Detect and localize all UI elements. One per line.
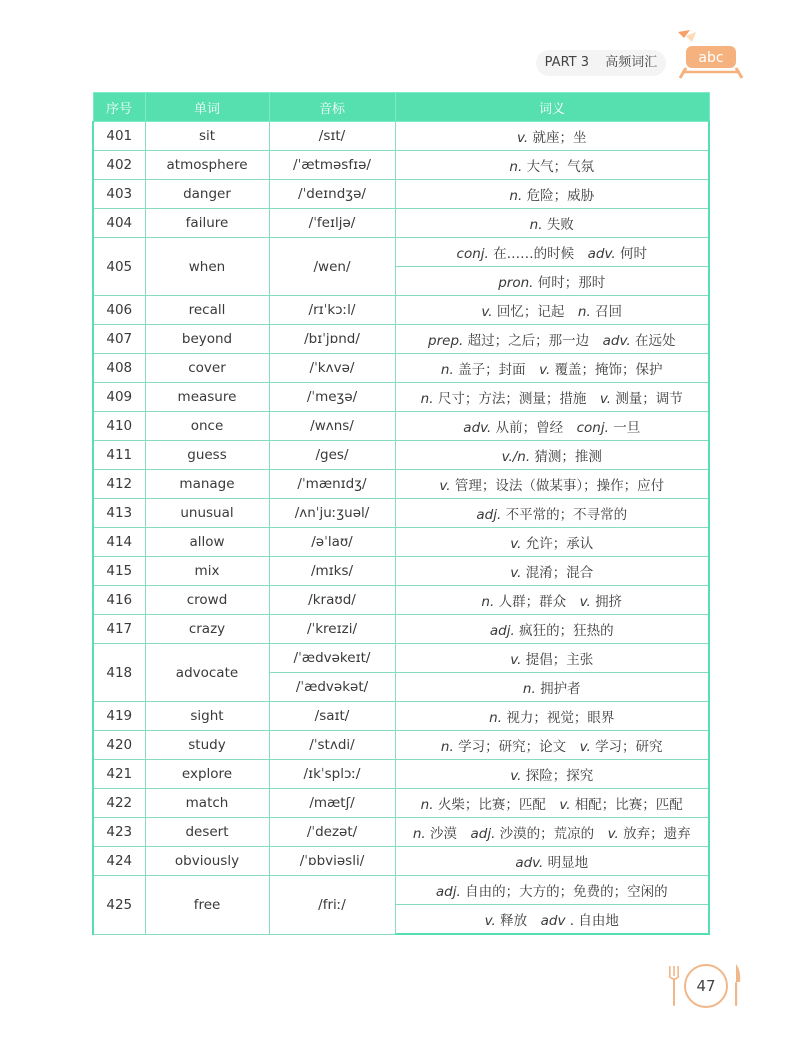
row-number: 412 [93,470,145,499]
word-cell: failure [145,209,269,238]
meaning-cell [395,731,709,760]
table-row [93,615,709,644]
row-number: 407 [93,325,145,354]
table-row [93,760,709,789]
meaning-cell [395,122,709,151]
page-number: 47 [684,964,728,1008]
word-cell: danger [145,180,269,209]
phonetic-cell: /ˈdeɪndʒə/ [269,180,395,209]
meaning-cell [395,673,709,702]
meaning-text: 失败 [546,217,574,233]
meaning-text: 释放 [500,913,528,929]
phonetic-cell: /friː/ [269,876,395,935]
row-number: 417 [93,615,145,644]
row-number: 421 [93,760,145,789]
meaning-text: 火柴；比赛；匹配 [437,797,546,813]
part-of-speech: v. [481,304,493,320]
phonetic-cell: /ɪkˈsplɔː/ [269,760,395,789]
section-header [536,50,666,76]
part-of-speech: prep. [428,333,464,349]
meaning-cell [395,644,709,673]
meaning-cell [395,470,709,499]
meaning-text: 沙漠 [429,826,457,842]
part-of-speech: n. [489,710,503,726]
meaning-cell [395,499,709,528]
word-cell: advocate [145,644,269,702]
meaning-text: 沙漠的；荒凉的 [499,826,595,842]
row-number: 416 [93,586,145,615]
table-row [93,383,709,412]
meaning-text: 允许；承认 [525,536,594,552]
part-of-speech: n. [440,739,454,755]
table-row [93,412,709,441]
meaning-text: 明显地 [547,855,589,871]
meaning-text: 放弃；遗弃 [623,826,691,842]
meaning-text: 在远处 [634,333,676,349]
meaning-text: 一旦 [613,420,641,436]
meaning-text: 学习；研究 [595,739,663,755]
part-of-speech: n. [529,217,543,233]
phonetic-cell: /ges/ [269,441,395,470]
part-of-speech: v. [510,768,522,784]
part-of-speech: v. [510,652,522,668]
abc-logo-icon [672,28,746,80]
meaning-text: 提倡；主张 [525,652,594,668]
phonetic-cell: /ˈædvəkeɪt/ [269,644,395,673]
word-cell: crowd [145,586,269,615]
part-of-speech: v. [579,739,591,755]
meaning-cell [395,209,709,238]
table-row [93,441,709,470]
part-of-speech: v. [539,362,551,378]
part-of-speech: n. [412,826,426,842]
table-row [93,499,709,528]
word-cell: desert [145,818,269,847]
word-cell: sit [145,122,269,151]
part-of-speech: adv. [515,855,544,871]
meaning-cell [395,760,709,789]
meaning-cell [395,789,709,818]
word-cell: measure [145,383,269,412]
part-of-speech: adj. [435,884,461,900]
row-number: 403 [93,180,145,209]
table-row [93,586,709,615]
part-of-speech: v. [510,536,522,552]
header-word: 单词 [145,93,269,122]
table-row [93,238,709,267]
part-of-speech: adv. [602,333,631,349]
word-cell: sight [145,702,269,731]
part-of-speech: v. [559,797,571,813]
word-cell: guess [145,441,269,470]
table-row [93,470,709,499]
table-row [93,325,709,354]
meaning-cell [395,702,709,731]
knife-icon [730,964,742,1006]
phonetic-cell: /ˈɒbviəsli/ [269,847,395,876]
meaning-cell [395,528,709,557]
part-of-speech: adv [540,913,566,929]
table-row [93,876,709,905]
part-of-speech: n. [440,362,454,378]
meaning-text: 拥护者 [540,681,581,697]
phonetic-cell: /mætʃ/ [269,789,395,818]
word-cell: study [145,731,269,760]
row-number: 423 [93,818,145,847]
table-row [93,847,709,876]
phonetic-cell: /ˈætməsfɪə/ [269,151,395,180]
phonetic-cell: /ˈkreɪzi/ [269,615,395,644]
phonetic-cell: /ˈstʌdi/ [269,731,395,760]
table-row [93,731,709,760]
table-row [93,180,709,209]
table-row [93,818,709,847]
meaning-text: 不平常的；不寻常的 [505,507,628,523]
row-number: 405 [93,238,145,296]
meaning-cell [395,615,709,644]
row-number: 408 [93,354,145,383]
part-label: PART 3 [544,55,590,70]
meaning-text: 相配；比赛；匹配 [574,797,683,813]
row-number: 422 [93,789,145,818]
phonetic-cell: /ˈdezət/ [269,818,395,847]
row-number: 418 [93,644,145,702]
row-number: 415 [93,557,145,586]
phonetic-cell: /ˈmænɪdʒ/ [269,470,395,499]
phonetic-cell: /əˈlaʊ/ [269,528,395,557]
word-cell: free [145,876,269,935]
phonetic-cell: /mɪks/ [269,557,395,586]
part-of-speech: v. [607,826,619,842]
meaning-text: 何时；那时 [537,275,606,291]
word-cell: atmosphere [145,151,269,180]
meaning-text: 回忆；记起 [496,304,565,320]
table-row [93,209,709,238]
row-number: 411 [93,441,145,470]
row-number: 402 [93,151,145,180]
table-row [93,557,709,586]
meaning-cell [395,296,709,325]
meaning-text: 自由的；大方的；免费的；空闲的 [465,884,668,900]
part-of-speech: v. [599,391,612,407]
word-cell: mix [145,557,269,586]
part-of-speech: adv. [463,420,492,436]
part-of-speech: v. [517,130,529,146]
meaning-text: 盖子；封面 [458,362,526,378]
phonetic-cell: /ˈmeʒə/ [269,383,395,412]
phonetic-cell: /ˈfeɪljə/ [269,209,395,238]
phonetic-cell: /ˈædvəkət/ [269,673,395,702]
part-of-speech: n. [481,594,495,610]
meaning-text: 拥挤 [595,594,623,610]
part-of-speech: conj. [456,246,489,262]
part-of-speech: n. [420,797,434,813]
fork-icon [668,966,680,1006]
phonetic-cell: /wʌns/ [269,412,395,441]
part-of-speech: v./n. [501,449,531,465]
meaning-text: 大气；气氛 [526,159,595,175]
meaning-cell [395,586,709,615]
meaning-text: 从前；曾经 [495,420,564,436]
header-meaning: 词义 [395,93,709,122]
meaning-text: 学习；研究；论文 [458,739,567,755]
meaning-text: 视力；视觉；眼界 [506,710,615,726]
meaning-cell [395,876,709,905]
table-row [93,528,709,557]
section-title: 高频词汇 [605,55,658,70]
part-of-speech: n. [509,159,523,175]
meaning-text: 就座；坐 [532,130,587,146]
meaning-cell [395,267,709,296]
phonetic-cell: /wen/ [269,238,395,296]
phonetic-cell: /bɪˈjɒnd/ [269,325,395,354]
word-cell: unusual [145,499,269,528]
table-row [93,296,709,325]
part-of-speech: n. [577,304,591,320]
row-number: 413 [93,499,145,528]
meaning-text: 危险；威胁 [526,188,595,204]
meaning-cell [395,238,709,267]
part-of-speech: v. [510,565,522,581]
row-number: 419 [93,702,145,731]
header-number: 序号 [93,93,145,122]
part-of-speech: v. [484,913,496,929]
part-of-speech: adv. [587,246,616,262]
meaning-cell [395,383,709,412]
word-cell: recall [145,296,269,325]
row-number: 424 [93,847,145,876]
row-number: 425 [93,876,145,935]
part-of-speech: n. [420,391,434,407]
row-number: 410 [93,412,145,441]
phonetic-cell: /kraʊd/ [269,586,395,615]
meaning-text: 测量；调节 [615,391,683,407]
row-number: 404 [93,209,145,238]
word-cell: once [145,412,269,441]
table-row [93,644,709,673]
table-row [93,151,709,180]
word-cell: manage [145,470,269,499]
part-of-speech: v. [439,478,451,494]
meaning-text: . 自由地 [569,913,619,929]
part-of-speech: conj. [576,420,609,436]
meaning-text: 在……的时候 [493,246,575,262]
word-cell: explore [145,760,269,789]
meaning-cell [395,557,709,586]
meaning-text: 覆盖；掩饰；保护 [554,362,663,378]
phonetic-cell: /sɪt/ [269,122,395,151]
part-of-speech: n. [509,188,523,204]
row-number: 420 [93,731,145,760]
word-cell: cover [145,354,269,383]
part-of-speech: adj. [470,826,496,842]
word-cell: obviously [145,847,269,876]
part-of-speech: n. [522,681,536,697]
phonetic-cell: /ʌnˈjuːʒuəl/ [269,499,395,528]
meaning-cell [395,847,709,876]
meaning-cell [395,441,709,470]
table-row [93,122,709,151]
meaning-text: 超过；之后；那一边 [467,333,590,349]
word-cell: match [145,789,269,818]
phonetic-cell: /rɪˈkɔːl/ [269,296,395,325]
table-row [93,702,709,731]
word-cell: allow [145,528,269,557]
meaning-text: 尺寸；方法；测量；措施 [437,391,587,407]
meaning-cell [395,354,709,383]
meaning-text: 猜测；推测 [534,449,602,465]
logo-text: abc [698,50,724,66]
table-row [93,354,709,383]
meaning-cell [395,905,709,935]
meaning-cell [395,180,709,209]
word-cell: when [145,238,269,296]
word-cell: crazy [145,615,269,644]
table-header-row [93,93,709,122]
meaning-text: 混淆；混合 [525,565,594,581]
part-of-speech: adj. [489,623,515,639]
meaning-cell [395,325,709,354]
meaning-cell [395,151,709,180]
vocabulary-table [92,92,710,935]
part-of-speech: adj. [476,507,502,523]
meaning-cell [395,412,709,441]
word-cell: beyond [145,325,269,354]
phonetic-cell: /ˈkʌvə/ [269,354,395,383]
row-number: 401 [93,122,145,151]
meaning-text: 召回 [595,304,623,320]
meaning-text: 人群；群众 [498,594,567,610]
meaning-text: 何时 [619,246,647,262]
table-body [93,122,709,935]
meaning-cell [395,818,709,847]
row-number: 406 [93,296,145,325]
row-number: 414 [93,528,145,557]
header-phonetic: 音标 [269,93,395,122]
part-of-speech: v. [579,594,591,610]
meaning-text: 疯狂的；狂热的 [519,623,614,639]
meaning-text: 管理；设法（做某事）；操作；应付 [454,478,665,494]
row-number: 409 [93,383,145,412]
part-of-speech: pron. [498,275,534,291]
table-row [93,789,709,818]
phonetic-cell: /saɪt/ [269,702,395,731]
meaning-text: 探险；探究 [525,768,594,784]
